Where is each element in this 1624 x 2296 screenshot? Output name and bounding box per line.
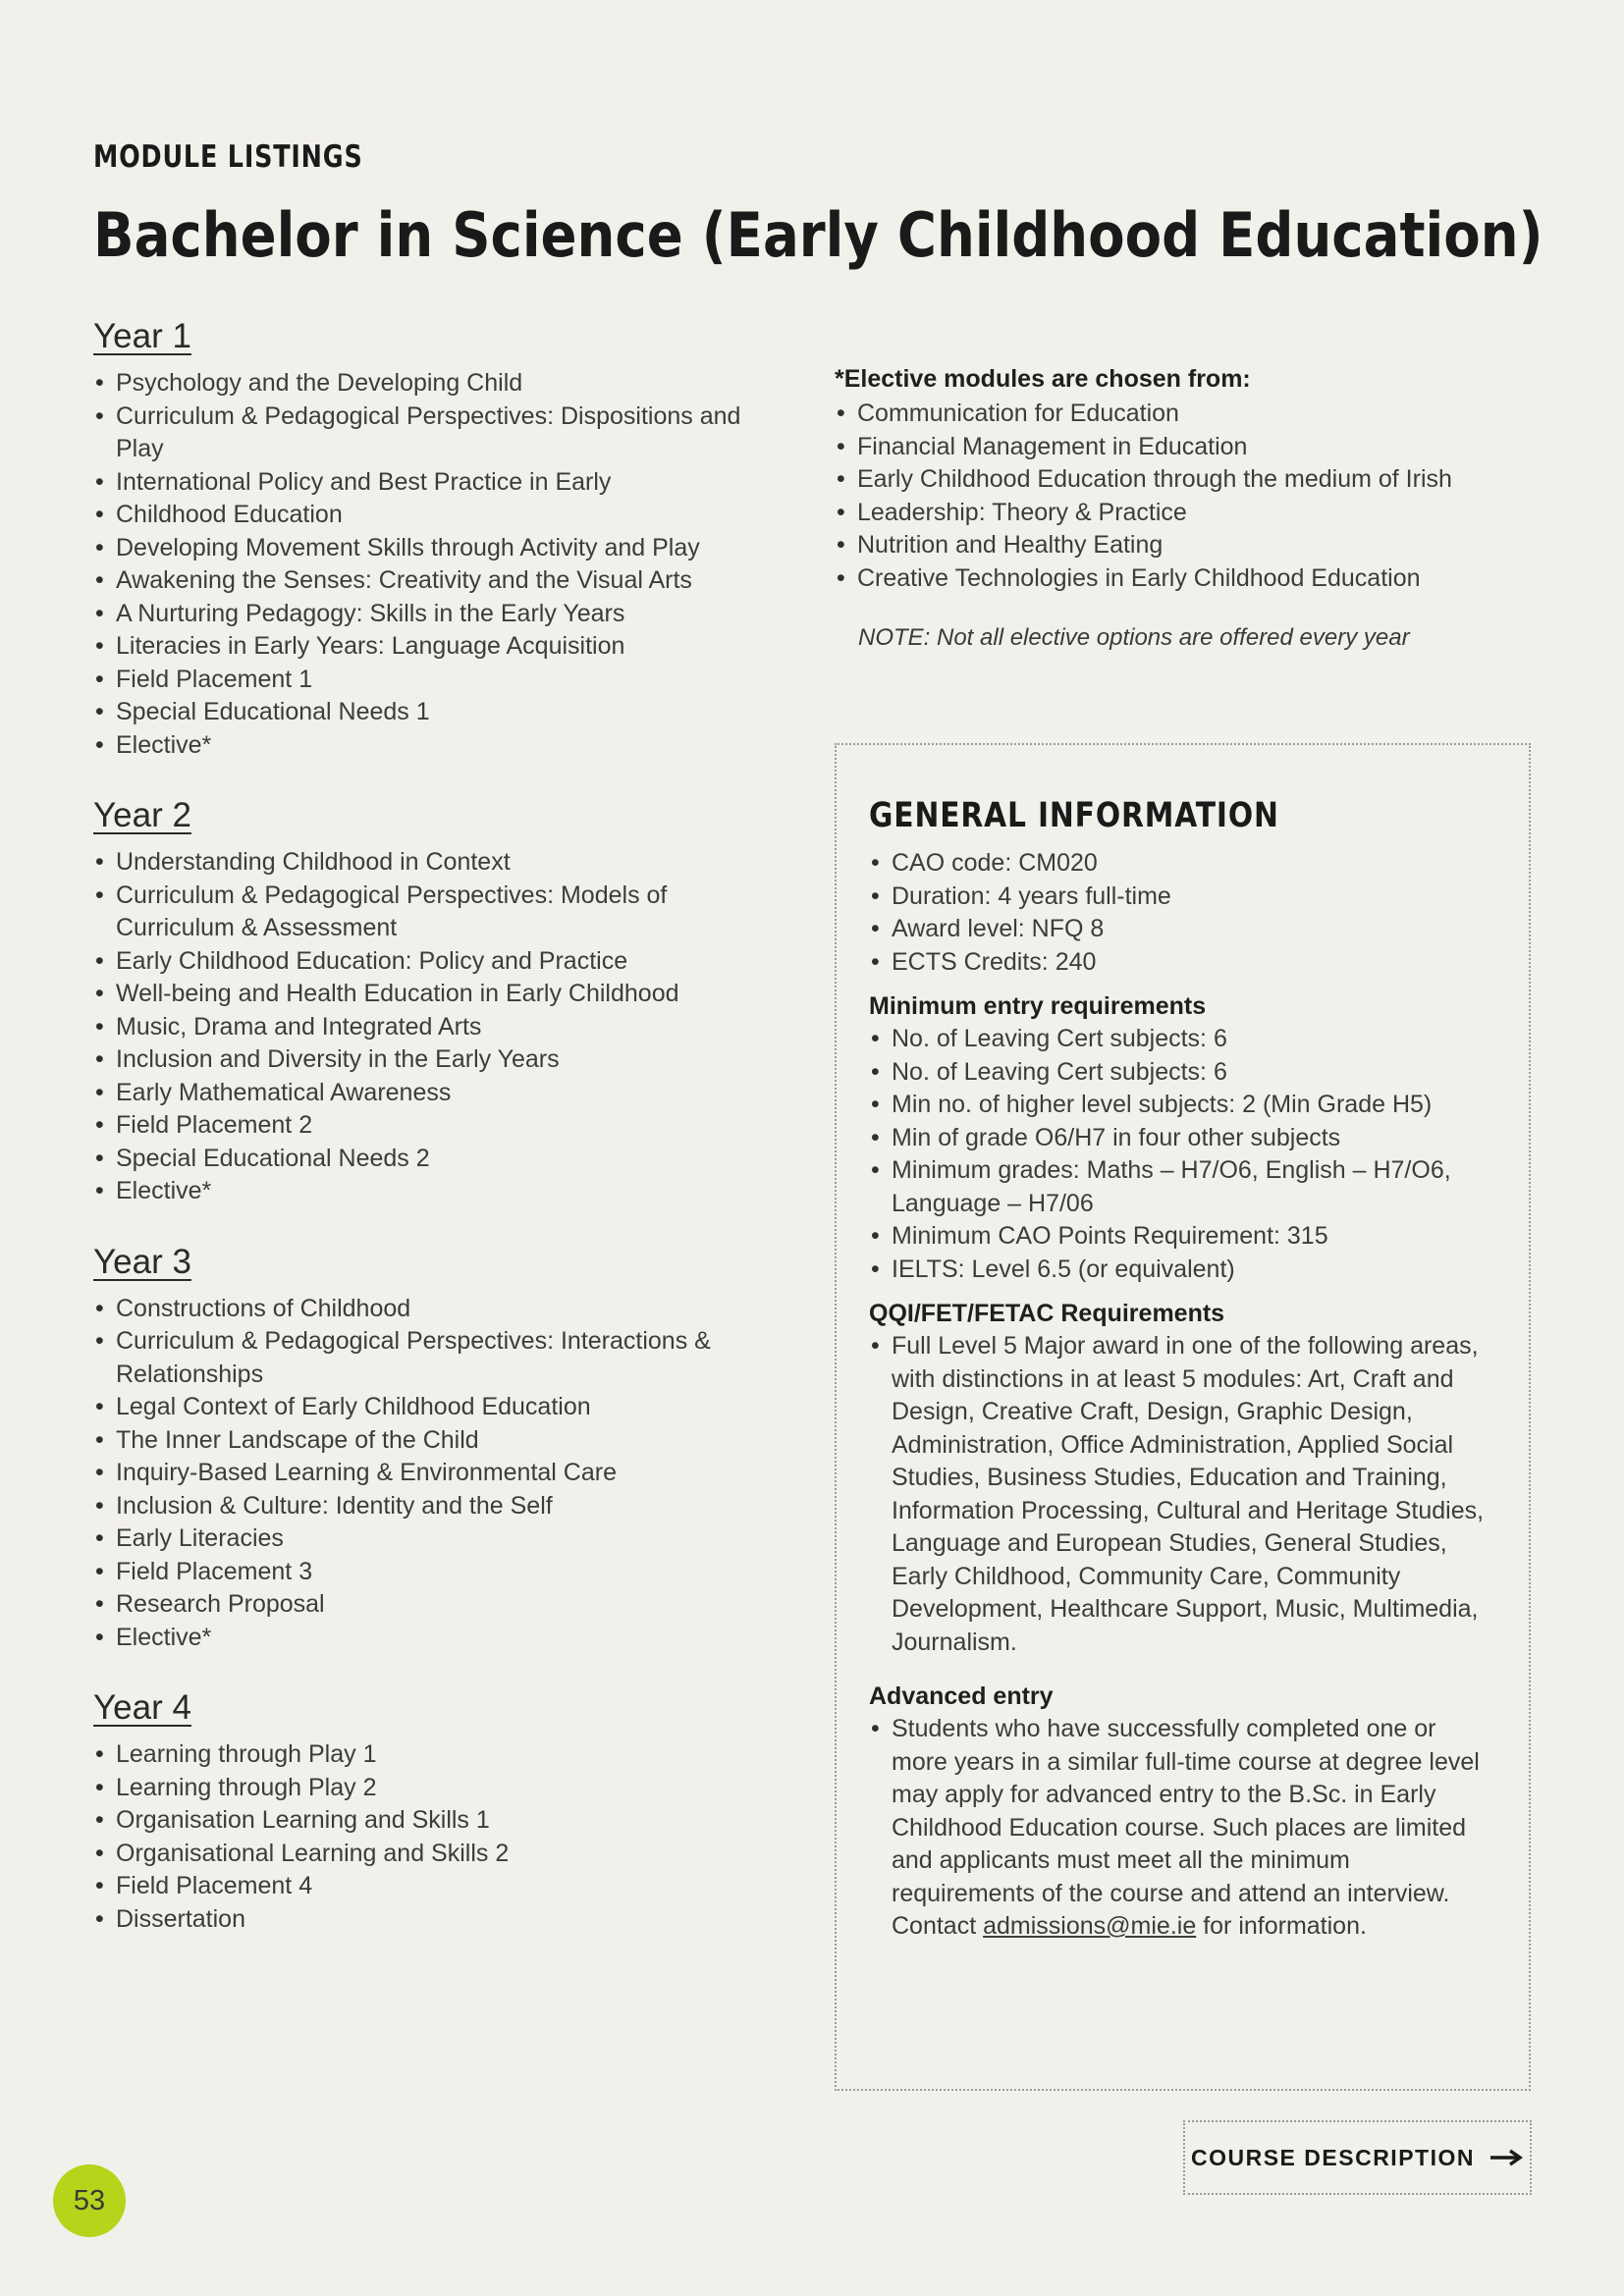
year-2-block: [93, 795, 781, 1208]
list-item: • Leadership: Theory & Practice: [835, 497, 1522, 530]
list-item: • Field Placement 4: [93, 1870, 781, 1903]
list-item: • Field Placement 1: [93, 664, 781, 697]
list-item: • No. of Leaving Cert subjects: 6: [869, 1056, 1495, 1090]
year-4-block: [93, 1687, 781, 1936]
list-item: • Developing Movement Skills through Activity and Play: [93, 532, 781, 565]
admissions-email-link[interactable]: admissions@mie.ie: [983, 1912, 1197, 1940]
list-item: • Special Educational Needs 2: [93, 1143, 781, 1176]
electives-list: [835, 398, 1522, 595]
list-item: • Elective*: [93, 1175, 781, 1208]
list-item: • Field Placement 3: [93, 1556, 781, 1589]
list-item: • Curriculum & Pedagogical Perspectives: Models of Curriculum & Assessment: [93, 880, 781, 945]
list-item: • Inclusion & Culture: Identity and the Self: [93, 1490, 781, 1523]
min-entry-heading: Minimum entry requirements: [869, 992, 1207, 1020]
list-item: • Well-being and Health Education in Early Childhood: [93, 978, 781, 1011]
list-item: • ECTS Credits: 240: [869, 946, 1495, 980]
list-item: • Elective*: [93, 1622, 781, 1655]
list-item: • Communication for Education: [835, 398, 1522, 431]
min-entry-list: [869, 1023, 1495, 1286]
list-item: • Constructions of Childhood: [93, 1293, 781, 1326]
list-item: • Minimum CAO Points Requirement: 315: [869, 1220, 1495, 1254]
list-item: • Duration: 4 years full-time: [869, 881, 1495, 914]
list-item: • Early Childhood Education through the medium of Irish: [835, 463, 1522, 497]
year-heading: Year 3: [93, 1242, 191, 1281]
electives-heading: *Elective modules are chosen from:: [835, 365, 1251, 393]
list-item: • CAO code: CM020: [869, 847, 1495, 881]
advanced-entry-text: Students who have successfully completed one or more years in a similar full-time course at degree level may apply for advanced entry to the B.Sc. in Early Childhood Education course. Such places are limited and applicants must meet all the minimum requirements of the course and attend an interview. Contact: [892, 1715, 1480, 1940]
list-item: • Organisation Learning and Skills 1: [93, 1804, 781, 1838]
list-item: • Understanding Childhood in Context: [93, 846, 781, 880]
list-item: • Organisational Learning and Skills 2: [93, 1838, 781, 1871]
general-information-title: GENERAL INFORMATION: [869, 796, 1279, 835]
arrow-right-icon: [1489, 2148, 1524, 2167]
year-heading: Year 1: [93, 317, 191, 355]
module-list: [93, 846, 781, 1208]
page-number: 53: [53, 2164, 126, 2237]
list-item: • Literacies in Early Years: Language Acquisition: [93, 630, 781, 664]
course-description-button[interactable]: [1183, 2120, 1532, 2195]
list-item: • Min of grade O6/H7 in four other subjects: [869, 1122, 1495, 1155]
list-item: • Creative Technologies in Early Childhood Education: [835, 562, 1522, 596]
qqi-heading: QQI/FET/FETAC Requirements: [869, 1300, 1225, 1327]
list-item: • Psychology and the Developing Child: [93, 367, 781, 400]
list-item: • International Policy and Best Practice in Early: [93, 466, 781, 500]
qqi-list: [869, 1330, 1495, 1659]
list-item: • Elective*: [93, 729, 781, 763]
list-item: • Inquiry-Based Learning & Environmental Care: [93, 1457, 781, 1490]
list-item: • Music, Drama and Integrated Arts: [93, 1011, 781, 1044]
list-item: • Early Childhood Education: Policy and Practice: [93, 945, 781, 979]
list-item: • Learning through Play 2: [93, 1772, 781, 1805]
list-item: • No. of Leaving Cert subjects: 6: [869, 1023, 1495, 1056]
module-list: [93, 367, 781, 762]
list-item: • Award level: NFQ 8: [869, 913, 1495, 946]
list-item: • Full Level 5 Major award in one of the following areas, with distinctions in at least 5 modules: Art, Craft and Design, Creative Craft, Design, Graphic Design, Administration, Office Administration, Applied Social Studies, Business Studies, Education and Training, Information Processing, Cultural and Heritage Studies, Language and European Studies, General Studies, Early Childhood, Community Care, Community Development, Healthcare Support, Music, Multimedia, Journalism.: [869, 1330, 1495, 1659]
list-item: • Special Educational Needs 1: [93, 696, 781, 729]
course-description-label: COURSE DESCRIPTION: [1191, 2144, 1475, 2170]
list-item: • Curriculum & Pedagogical Perspectives: Dispositions and Play: [93, 400, 781, 466]
list-item: • Learning through Play 1: [93, 1738, 781, 1772]
list-item: • Nutrition and Healthy Eating: [835, 529, 1522, 562]
section-label: MODULE LISTINGS: [93, 139, 363, 175]
list-item: • Dissertation: [93, 1903, 781, 1937]
list-item: [869, 1713, 1495, 1944]
list-item: • IELTS: Level 6.5 (or equivalent): [869, 1254, 1495, 1287]
advanced-entry-list: [869, 1713, 1495, 1944]
list-item: • Curriculum & Pedagogical Perspectives: Interactions & Relationships: [93, 1325, 781, 1391]
advanced-entry-text-after: for information.: [1203, 1912, 1367, 1940]
advanced-entry-heading: Advanced entry: [869, 1682, 1054, 1710]
list-item: • Childhood Education: [93, 499, 781, 532]
year-heading: Year 2: [93, 796, 191, 834]
year-1-block: [93, 316, 781, 762]
list-item: • Legal Context of Early Childhood Education: [93, 1391, 781, 1424]
module-years: [93, 316, 781, 1969]
list-item: • A Nurturing Pedagogy: Skills in the Early Years: [93, 598, 781, 631]
list-item: • Research Proposal: [93, 1588, 781, 1622]
year-3-block: [93, 1242, 781, 1655]
list-item: • Financial Management in Education: [835, 431, 1522, 464]
module-list: [93, 1293, 781, 1655]
list-item: • Minimum grades: Maths – H7/O6, English – H7/O6, Language – H7/06: [869, 1154, 1495, 1220]
year-heading: Year 4: [93, 1688, 191, 1727]
list-item: • Min no. of higher level subjects: 2 (Min Grade H5): [869, 1089, 1495, 1122]
list-item: • Field Placement 2: [93, 1109, 781, 1143]
general-info-list: [869, 847, 1495, 979]
electives-note: NOTE: Not all elective options are offered every year: [858, 624, 1410, 651]
list-item: • Early Mathematical Awareness: [93, 1077, 781, 1110]
list-item: • The Inner Landscape of the Child: [93, 1424, 781, 1458]
list-item: • Inclusion and Diversity in the Early Years: [93, 1043, 781, 1077]
module-list: [93, 1738, 781, 1936]
list-item: • Early Literacies: [93, 1522, 781, 1556]
list-item: • Awakening the Senses: Creativity and the Visual Arts: [93, 564, 781, 598]
page-title: Bachelor in Science (Early Childhood Education): [93, 199, 1543, 271]
general-information-box: [835, 743, 1531, 2091]
electives-section: [835, 363, 1522, 652]
